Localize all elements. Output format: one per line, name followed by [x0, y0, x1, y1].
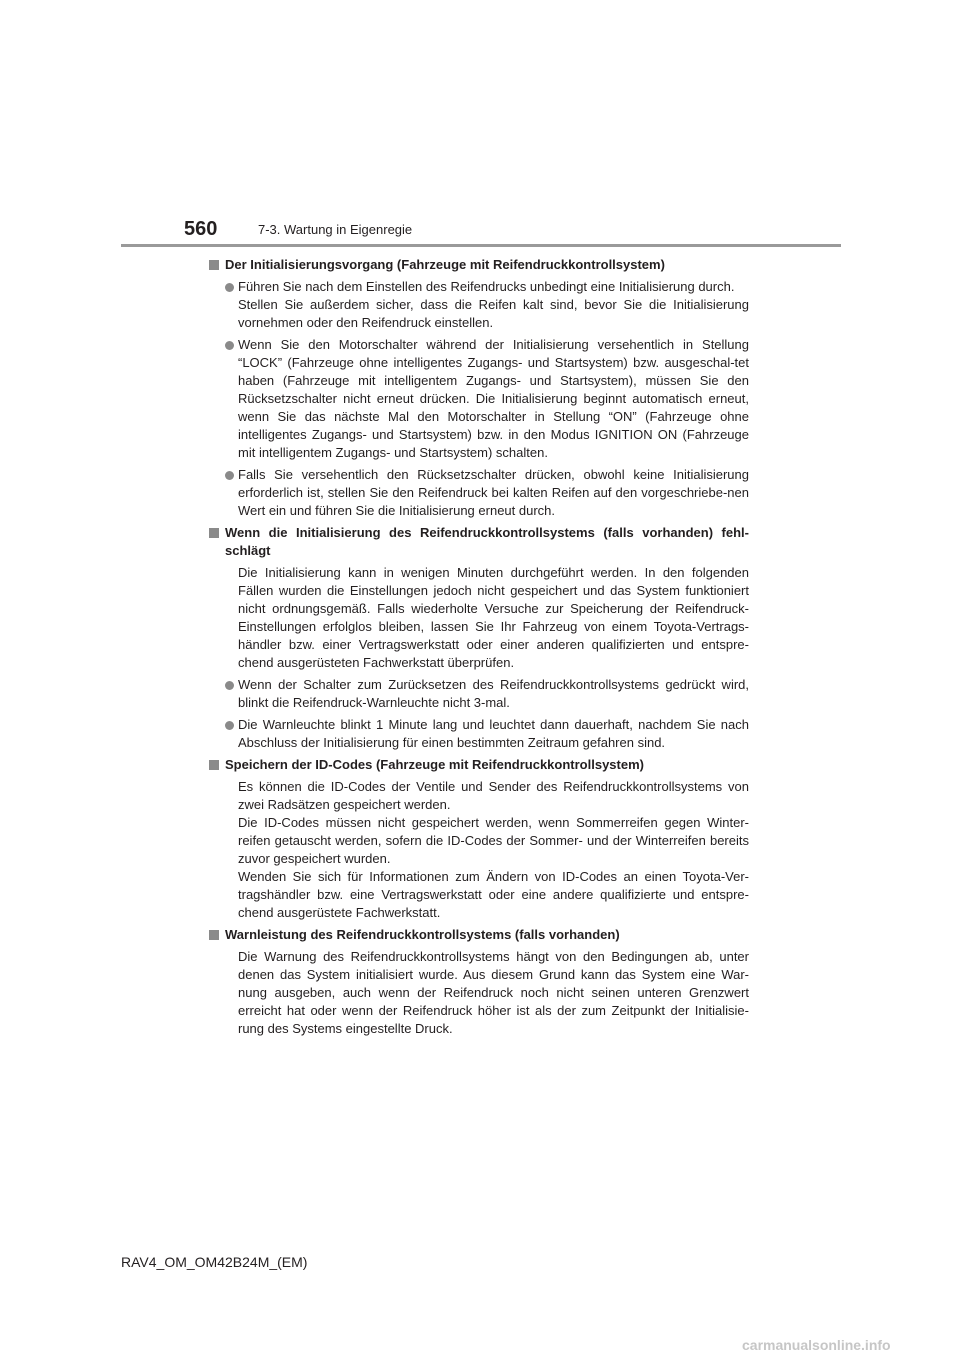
circle-bullet-icon	[225, 283, 234, 292]
square-bullet-icon	[209, 760, 219, 770]
section-warning-performance	[209, 926, 749, 1038]
paragraph-text: Die Warnung des Reifendruckkontrollsystems hängt von den Bedingungen ab, unter denen das System initialisiert wurde. Aus diesem Grund kann das System eine War-nung ausgeben, auch wenn der Reifendruck noch nicht seinen unteren Grenzwert erreicht hat oder wenn der Reifendruck höher ist als der zum Zeitpunkt der Initialisie-rung des Systems eingestellte Druck.	[238, 949, 749, 1036]
bullet-text: Wenn der Schalter zum Zurücksetzen des Reifendruckkontrollsystems gedrückt wird, blinkt die Reifendruck-Warnleuchte nicht 3-mal.	[238, 677, 749, 710]
bullet-item	[209, 466, 749, 520]
paragraph-text: Die Initialisierung kann in wenigen Minuten durchgeführt werden. In den folgenden Fällen wurden die Einstellungen jedoch nicht gespeichert und das System funktioniert nicht ordnungsgemäß. Falls wiederholte Versuche zur Speicherung der Reifendruck-Einstellungen erfolglos bleiben, lassen Sie Ihr Fahrzeug von einem Toyota-Vertrags-händler bzw. einer Vertragswerkstatt oder einer anderen qualifizierten und entspre-chend ausgerüsteten Fachwerkstatt überprüfen.	[238, 565, 749, 670]
document-code: RAV4_OM_OM42B24M_(EM)	[121, 1254, 308, 1270]
bullet-item	[209, 716, 749, 752]
circle-bullet-icon	[225, 471, 234, 480]
heading-text: Wenn die Initialisierung des Reifendruckkontrollsystems (falls vorhanden) fehl-schlägt	[225, 525, 749, 558]
section-heading	[209, 256, 749, 274]
bullet-item	[209, 278, 749, 332]
watermark: carmanualsonline.info	[742, 1337, 891, 1353]
section-paragraph	[209, 778, 749, 922]
section-paragraph	[209, 564, 749, 672]
circle-bullet-icon	[225, 681, 234, 690]
header-divider	[121, 244, 841, 247]
section-initialization-failure	[209, 524, 749, 752]
section-initialization	[209, 256, 749, 520]
chapter-title: 7-3. Wartung in Eigenregie	[258, 222, 413, 237]
bullet-item	[209, 336, 749, 462]
paragraph-text: Die ID-Codes müssen nicht gespeichert werden, wenn Sommerreifen gegen Winter-reifen getauscht werden, sofern die ID-Codes der Sommer- und der Winterreifen bereits zuvor gespeichert wurden.	[238, 815, 749, 866]
heading-text: Warnleistung des Reifendruckkontrollsystems (falls vorhanden)	[225, 927, 620, 942]
square-bullet-icon	[209, 260, 219, 270]
heading-text: Speichern der ID-Codes (Fahrzeuge mit Reifendruckkontrollsystem)	[225, 757, 644, 772]
page-number: 560	[184, 218, 218, 240]
bullet-text: Die Warnleuchte blinkt 1 Minute lang und leuchtet dann dauerhaft, nachdem Sie nach Abschluss der Initialisierung für einen bestimmten Zeitraum gefahren sind.	[238, 717, 749, 750]
section-heading	[209, 926, 749, 944]
bullet-item	[209, 676, 749, 712]
section-heading	[209, 524, 749, 560]
section-heading	[209, 756, 749, 774]
square-bullet-icon	[209, 930, 219, 940]
page-content	[209, 256, 749, 1042]
bullet-text: Wenn Sie den Motorschalter während der Initialisierung versehentlich in Stellung “LOCK” (Fahrzeuge ohne intelligentes Zugangs- und Startsystem) bzw. ausgeschal-tet haben (Fahrzeuge mit intelligentem Zugangs- und Startsystem), müssen Sie den Rücksetzschalter nicht erneut drücken. Die Initialisierung beginnt automatisch erneut, wenn Sie das nächste Mal den Motorschalter in Stellung “ON” (Fahrzeuge ohne intelligentes Zugangs- und Startsystem) bzw. in den Modus IGNITION ON (Fahrzeuge mit intelligentem Zugangs- und Startsystem) schalten.	[238, 337, 749, 460]
paragraph-text: Wenden Sie sich für Informationen zum Ändern von ID-Codes an einen Toyota-Ver-tragshändler bzw. eine Vertragswerkstatt oder eine andere qualifizierte und entspre-chend ausgerüstete Fachwerkstatt.	[238, 869, 749, 920]
section-paragraph	[209, 948, 749, 1038]
circle-bullet-icon	[225, 721, 234, 730]
heading-text: Der Initialisierungsvorgang (Fahrzeuge mit Reifendruckkontrollsystem)	[225, 257, 665, 272]
paragraph-text: Es können die ID-Codes der Ventile und Sender des Reifendruckkontrollsystems von zwei Radsätzen gespeichert werden.	[238, 779, 749, 812]
square-bullet-icon	[209, 528, 219, 538]
circle-bullet-icon	[225, 341, 234, 350]
bullet-text: Führen Sie nach dem Einstellen des Reifendrucks unbedingt eine Initialisierung durch.	[238, 279, 735, 294]
bullet-text: Stellen Sie außerdem sicher, dass die Reifen kalt sind, bevor Sie die Initialisierung vornehmen oder den Reifendruck einstellen.	[238, 297, 749, 330]
section-id-codes	[209, 756, 749, 922]
bullet-text: Falls Sie versehentlich den Rücksetzschalter drücken, obwohl keine Initialisierung erforderlich ist, stellen Sie den Reifendruck bei kalten Reifen auf den vorgeschriebe-nen Wert ein und führen Sie die Initialisierung erneut durch.	[238, 467, 749, 518]
